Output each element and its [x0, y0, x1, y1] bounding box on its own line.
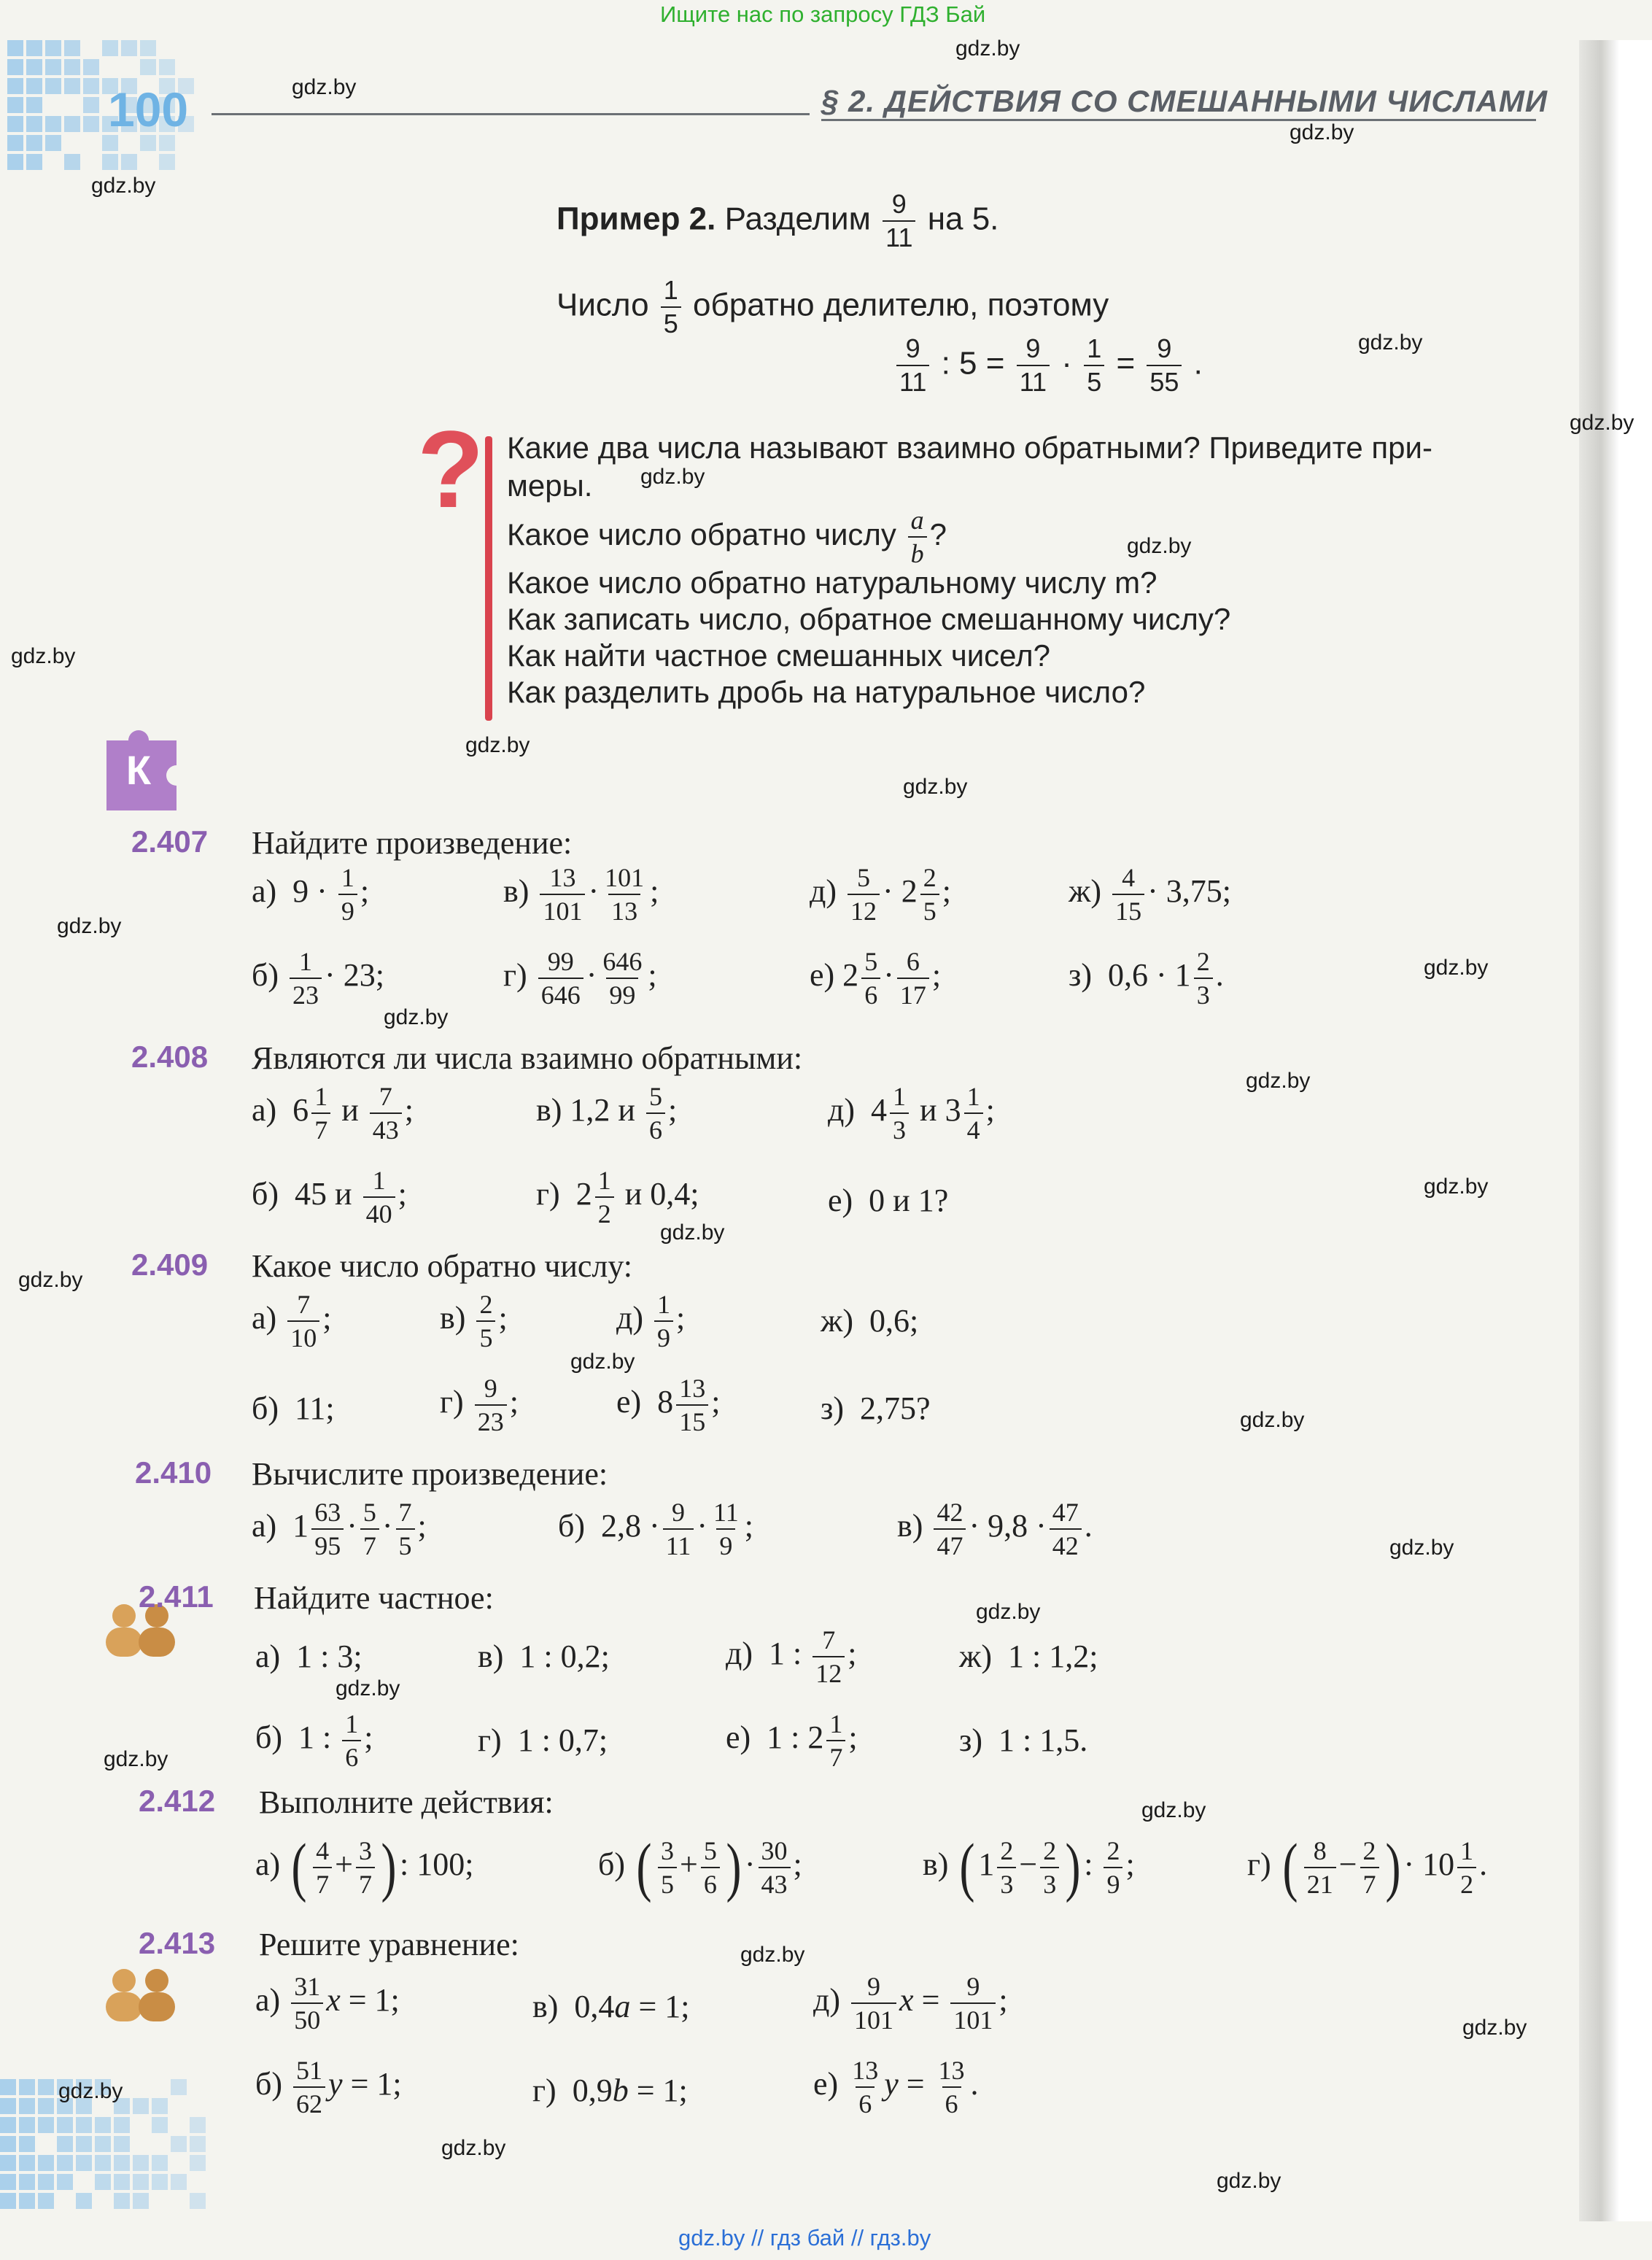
grid-square — [95, 2136, 111, 2152]
example-line-2 — [557, 277, 1109, 337]
grid-square — [64, 40, 80, 56]
watermark: gdz.by — [1240, 1408, 1305, 1432]
denominator: 11 — [883, 220, 915, 251]
grid-square — [7, 59, 23, 75]
task-2413-g: г) 0,9b = 1; — [532, 2073, 688, 2108]
grid-square — [45, 40, 61, 56]
grid-square — [152, 2174, 168, 2190]
grid-square — [26, 135, 42, 151]
grid-square — [64, 154, 80, 170]
grid-square — [7, 78, 23, 94]
grid-square — [133, 2155, 149, 2171]
grid-square — [64, 78, 80, 94]
grid-square — [114, 2117, 130, 2133]
question-4: Как записать число, обратное смешанному числу? — [507, 602, 1231, 636]
grid-square — [159, 154, 175, 170]
task-2409-v: в) $\frac{2}{5}$ ; — [440, 1290, 508, 1352]
grid-square — [26, 40, 42, 56]
grid-square — [171, 2079, 187, 2095]
watermark: gdz.by — [1246, 1069, 1311, 1093]
task-2412-v: в) ( 1 $\frac{2}{3}$ − $\frac{2}{3}$ ) : $\frac{2}{9}$ ; — [923, 1831, 1135, 1903]
watermark: gdz.by — [903, 775, 968, 799]
page-gutter-shade — [1579, 40, 1652, 2221]
grid-square — [38, 2117, 54, 2133]
task-2413-a: а) $\frac{31}{50}$ x = 1; — [255, 1972, 400, 2035]
grid-square — [38, 2155, 54, 2171]
grid-square — [7, 154, 23, 170]
grid-square — [38, 2193, 54, 2209]
grid-square — [26, 97, 42, 113]
grid-square — [0, 2174, 16, 2190]
grid-square — [19, 2193, 35, 2209]
question-2 — [507, 507, 947, 567]
task-2413-d: д) $\frac{9}{101}$ x = $\frac{9}{101}$ ; — [813, 1972, 1008, 2035]
task-2413-v: в) 0,4a = 1; — [532, 1989, 690, 2024]
task-2408-d: д) 4 $\frac{1}{3}$ и 3 $\frac{1}{4}$ ; — [828, 1082, 995, 1145]
task-2411-b: б) 1 : $\frac{1}{6}$ ; — [255, 1709, 373, 1772]
example-equation — [893, 333, 1203, 397]
watermark: gdz.by — [976, 1600, 1041, 1624]
task-title-2411: Найдите частное: — [254, 1580, 494, 1616]
grid-square — [0, 2155, 16, 2171]
puzzle-letter: К — [125, 747, 152, 793]
task-2409-zh: ж) 0,6; — [821, 1303, 919, 1339]
grid-square — [171, 2174, 187, 2190]
task-2407-zh: ж) $\frac{4}{15}$ · 3,75; — [1069, 863, 1231, 926]
task-number-2410: 2.410 — [135, 1455, 212, 1490]
task-2411-z: з) 1 : 1,5. — [959, 1722, 1088, 1758]
task-2412-a: а) ( $\frac{4}{7}$ + $\frac{3}{7}$ ) : 100; — [255, 1831, 474, 1903]
grid-square — [83, 97, 99, 113]
grid-square — [152, 2155, 168, 2171]
grid-square — [45, 59, 61, 75]
grid-square — [38, 2079, 54, 2095]
watermark: gdz.by — [1358, 330, 1423, 355]
watermark: gdz.by — [1217, 2169, 1281, 2193]
grid-square — [0, 2079, 16, 2095]
grid-square — [19, 2155, 35, 2171]
eq-dot: · — [1061, 345, 1072, 382]
grid-square — [114, 2155, 130, 2171]
eq-equals: = — [1116, 345, 1136, 382]
grid-square — [19, 2098, 35, 2114]
task-number-2413: 2.413 — [139, 1926, 216, 1960]
grid-square — [121, 154, 137, 170]
task-title-2409: Какое число обратно числу: — [252, 1248, 633, 1284]
watermark: gdz.by — [58, 2079, 123, 2103]
grid-square — [152, 2098, 168, 2114]
grid-square — [76, 2155, 92, 2171]
grid-square — [0, 2193, 16, 2209]
grid-square — [159, 135, 175, 151]
watermark: gdz.by — [1141, 1798, 1206, 1822]
watermark: gdz.by — [1424, 1174, 1489, 1199]
grid-square — [159, 59, 175, 75]
question-1b: меры. — [507, 468, 593, 503]
task-2407-g: г) $\frac{99}{646}$ · $\frac{646}{99}$ ; — [503, 947, 657, 1010]
eq-period: . — [1193, 345, 1203, 382]
denominator: 11 — [896, 365, 929, 395]
grid-square — [57, 2155, 73, 2171]
watermark: gdz.by — [1290, 120, 1354, 144]
task-2408-v: в) 1,2 и $\frac{5}{6}$ ; — [536, 1082, 678, 1145]
grid-square — [190, 2117, 206, 2133]
watermark: gdz.by — [57, 914, 122, 938]
question-2-fraction — [908, 507, 927, 567]
grid-square — [102, 40, 118, 56]
grid-square — [114, 2174, 130, 2190]
watermark: gdz.by — [1570, 411, 1634, 435]
task-2413-b: б) $\frac{51}{62}$ y = 1; — [255, 2056, 402, 2118]
grid-square — [190, 2136, 206, 2152]
denominator: 55 — [1147, 365, 1182, 395]
grid-square — [26, 59, 42, 75]
grid-square — [19, 2079, 35, 2095]
watermark: gdz.by — [660, 1220, 725, 1245]
watermark: gdz.by — [292, 75, 357, 99]
eq-operator: : 5 = — [941, 345, 1005, 382]
task-2407-e: е) 2 $\frac{5}{6}$ · $\frac{6}{17}$ ; — [810, 947, 942, 1010]
question-6: Как разделить дробь на натуральное число? — [507, 675, 1146, 709]
watermark: gdz.by — [570, 1350, 635, 1374]
grid-square — [0, 2117, 16, 2133]
task-2409-g: г) $\frac{9}{23}$ ; — [440, 1374, 519, 1436]
grid-square — [114, 2193, 130, 2209]
grid-square — [26, 78, 42, 94]
task-2412-g: г) ( $\frac{8}{21}$ − $\frac{2}{7}$ ) · 10 $\frac{1}{2}$ . — [1247, 1831, 1488, 1903]
grid-square — [152, 2117, 168, 2133]
watermark: gdz.by — [104, 1747, 168, 1771]
example-fraction-2 — [661, 277, 681, 337]
denominator: 5 — [661, 306, 681, 337]
grid-square — [7, 97, 23, 113]
watermark: gdz.by — [441, 2136, 506, 2160]
grid-square — [95, 2155, 111, 2171]
grid-square — [45, 116, 61, 132]
task-title-2407: Найдите произведение: — [252, 825, 573, 861]
example-label: Пример 2. — [557, 201, 716, 237]
task-2412-b: б) ( $\frac{3}{5}$ + $\frac{5}{6}$ ) · $\frac{30}{43}$ ; — [598, 1831, 802, 1903]
task-2409-b: б) 11; — [252, 1390, 335, 1426]
eq-fraction-2 — [1017, 333, 1050, 397]
question-5: Как найти частное смешанных чисел? — [507, 638, 1051, 673]
grid-square — [76, 2193, 92, 2209]
watermark: gdz.by — [11, 644, 76, 668]
question-2-end: ? — [929, 517, 947, 552]
grid-square — [133, 2174, 149, 2190]
task-number-2411: 2.411 — [139, 1579, 214, 1614]
grid-square — [26, 116, 42, 132]
denominator: b — [908, 536, 927, 567]
grid-square — [102, 154, 118, 170]
task-2408-e: е) 0 и 1? — [828, 1183, 949, 1218]
grid-square — [38, 2174, 54, 2190]
task-2409-z: з) 2,75? — [821, 1390, 931, 1426]
grid-square — [19, 2136, 35, 2152]
watermark: gdz.by — [465, 733, 530, 757]
grid-square — [95, 2174, 111, 2190]
watermark: gdz.by — [1127, 534, 1192, 558]
task-2411-a: а) 1 : 3; — [255, 1638, 362, 1674]
grid-square — [7, 116, 23, 132]
grid-square — [76, 2136, 92, 2152]
grid-square — [38, 2098, 54, 2114]
question-bar — [485, 436, 492, 721]
grid-square — [7, 40, 23, 56]
eq-fraction-3 — [1084, 333, 1104, 397]
task-2408-a: а) 6 $\frac{1}{7}$ и $\frac{7}{43}$ ; — [252, 1082, 414, 1145]
grid-square — [114, 2136, 130, 2152]
example-text-1: Разделим — [724, 201, 871, 237]
grid-square — [45, 135, 61, 151]
task-title-2413: Решите уравнение: — [259, 1927, 519, 1962]
task-2407-z: з) 0,6 · 1 $\frac{2}{3}$ . — [1069, 947, 1224, 1010]
grid-square — [19, 2117, 35, 2133]
denominator: 11 — [1017, 365, 1050, 395]
grid-square — [57, 2136, 73, 2152]
example-fraction-1 — [883, 191, 915, 251]
grid-square — [171, 2136, 187, 2152]
grid-square — [57, 2174, 73, 2190]
grid-square — [7, 135, 23, 151]
header-rule-right — [821, 119, 1536, 121]
grid-square — [140, 135, 156, 151]
pair-work-icon-2 — [98, 1966, 182, 2024]
watermark: gdz.by — [91, 174, 156, 198]
grid-square — [83, 78, 99, 94]
task-number-2408: 2.408 — [131, 1040, 209, 1074]
numerator: 9 — [905, 333, 920, 363]
task-2411-zh: ж) 1 : 1,2; — [959, 1638, 1098, 1674]
task-2411-e: е) 1 : 2 $\frac{1}{7}$ ; — [726, 1709, 858, 1772]
example-text-2: на 5. — [927, 201, 999, 237]
task-2407-v: в) $\frac{13}{101}$ · $\frac{101}{13}$ ; — [503, 863, 659, 926]
task-2411-d: д) 1 : $\frac{7}{12}$ ; — [726, 1625, 857, 1688]
question-mark-icon: ? — [417, 408, 484, 530]
grid-square — [83, 59, 99, 75]
grid-square — [0, 2136, 16, 2152]
task-number-2407: 2.407 — [131, 824, 209, 859]
task-2409-d: д) $\frac{1}{9}$ ; — [616, 1290, 686, 1352]
task-title-2408: Являются ли числа взаимно обратными: — [252, 1040, 803, 1076]
task-2409-a: а) $\frac{7}{10}$ ; — [252, 1290, 332, 1352]
task-2408-b: б) 45 и $\frac{1}{40}$ ; — [252, 1166, 407, 1228]
grid-square — [133, 2098, 149, 2114]
watermark: gdz.by — [1462, 2016, 1527, 2040]
grid-square — [64, 116, 80, 132]
header-rule-left — [212, 113, 810, 115]
grid-square — [95, 2117, 111, 2133]
denominator: 5 — [1084, 365, 1104, 395]
task-2407-a: а) 9 · $\frac{1}{9}$ ; — [252, 863, 370, 926]
task-2407-b: б) $\frac{1}{23}$ · 23; — [252, 947, 384, 1010]
eq-fraction-4 — [1147, 333, 1182, 397]
chapter-title: § 2. ДЕЙСТВИЯ СО СМЕШАННЫМИ ЧИСЛАМИ — [821, 84, 1548, 118]
grid-square — [83, 116, 99, 132]
numerator: 9 — [1157, 333, 1172, 363]
task-2410-v: в) $\frac{42}{47}$ · 9,8 · $\frac{47}{42}$ . — [897, 1498, 1093, 1560]
numerator: a — [910, 506, 924, 535]
watermark: gdz.by — [740, 1943, 805, 1967]
grid-square — [140, 40, 156, 56]
grid-square — [26, 154, 42, 170]
task-2410-a: а) 1 $\frac{63}{95}$ · $\frac{5}{7}$ · $\frac{7}{5}$ ; — [252, 1498, 427, 1560]
example-line-1 — [557, 191, 998, 251]
grid-square — [57, 2117, 73, 2133]
grid-square — [76, 2117, 92, 2133]
example-text-4: обратно делителю, поэтому — [693, 287, 1109, 323]
page-number: 100 — [108, 82, 189, 136]
watermark: gdz.by — [640, 465, 705, 489]
numerator: 1 — [663, 275, 678, 305]
grid-square — [19, 2174, 35, 2190]
numerator: 1 — [1087, 333, 1102, 363]
bottom-banner[interactable]: gdz.by // гдз бай // гдз.by — [678, 2225, 931, 2251]
top-banner[interactable]: Ищите нас по запросу ГДЗ Бай — [660, 1, 986, 27]
numerator: 9 — [1025, 333, 1041, 363]
task-2407-d: д) $\frac{5}{12}$ · 2 $\frac{2}{5}$ ; — [810, 863, 951, 926]
question-2-text: Какое число обратно числу — [507, 517, 896, 552]
grid-square — [45, 78, 61, 94]
grid-square — [64, 59, 80, 75]
eq-fraction-1 — [896, 333, 929, 397]
grid-square — [121, 40, 137, 56]
watermark: gdz.by — [1424, 956, 1489, 980]
task-2409-e: е) 8 $\frac{13}{15}$ ; — [616, 1374, 721, 1436]
question-1a: Какие два числа называют взаимно обратными? Приведите при- — [507, 430, 1432, 465]
task-2408-g: г) 2 $\frac{1}{2}$ и 0,4; — [536, 1166, 699, 1228]
grid-square — [0, 2098, 16, 2114]
task-2411-v: в) 1 : 0,2; — [478, 1638, 610, 1674]
watermark: gdz.by — [1389, 1536, 1454, 1560]
task-number-2409: 2.409 — [131, 1247, 209, 1282]
task-2413-e: е) $\frac{13}{6}$ y = $\frac{13}{6}$ . — [813, 2056, 979, 2118]
example-text-3: Число — [557, 287, 649, 323]
grid-square — [102, 135, 118, 151]
watermark: gdz.by — [384, 1005, 449, 1029]
grid-square — [190, 2155, 206, 2171]
grid-square — [140, 59, 156, 75]
watermark: gdz.by — [336, 1676, 400, 1700]
task-title-2410: Вычислите произведение: — [252, 1456, 608, 1492]
task-title-2412: Выполните действия: — [259, 1784, 554, 1820]
watermark: gdz.by — [955, 36, 1020, 61]
grid-square — [133, 2193, 149, 2209]
puzzle-icon — [101, 726, 188, 813]
numerator: 9 — [891, 189, 907, 219]
question-3: Какое число обратно натуральному числу m? — [507, 565, 1157, 600]
watermark: gdz.by — [18, 1268, 83, 1292]
task-2411-g: г) 1 : 0,7; — [478, 1722, 608, 1758]
task-2410-b: б) 2,8 · $\frac{9}{11}$ · $\frac{11}{9}$ ; — [558, 1498, 753, 1560]
task-number-2412: 2.412 — [139, 1784, 216, 1818]
grid-square — [190, 2193, 206, 2209]
